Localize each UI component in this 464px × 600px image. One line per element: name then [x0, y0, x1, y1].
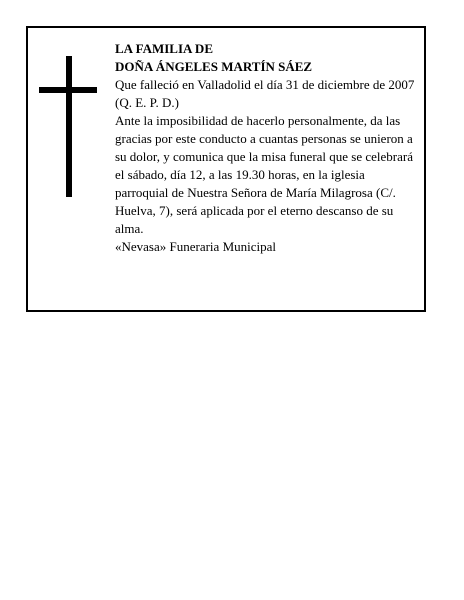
cross-horizontal-bar — [39, 87, 97, 93]
heading-line-2: DOÑA ÁNGELES MARTÍN SÁEZ — [115, 59, 313, 74]
funeral-home-signature: «Nevasa» Funeraria Municipal — [115, 239, 277, 254]
heading-line-1: LA FAMILIA DE — [115, 41, 213, 56]
obituary-notice — [26, 26, 426, 312]
notice-text — [115, 40, 420, 256]
rip-abbreviation: (Q. E. P. D.) — [115, 95, 179, 110]
cross-vertical-bar — [66, 56, 72, 197]
body-paragraph: Ante la imposibilidad de hacerlo personalmente, da las gracias por este conducto a cuantas personas se unieron a su dolor, y comunica que la misa funeral que se celebrará el sábado, día 12, a las 19.30 horas, en la iglesia parroquial de Nuestra Señora de María Milagrosa (C/. Huelva, 7), será aplicada por el eterno descanso de su alma. — [115, 113, 413, 236]
death-announcement: Que falleció en Valladolid el día 31 de diciembre de 2007 — [115, 77, 415, 92]
